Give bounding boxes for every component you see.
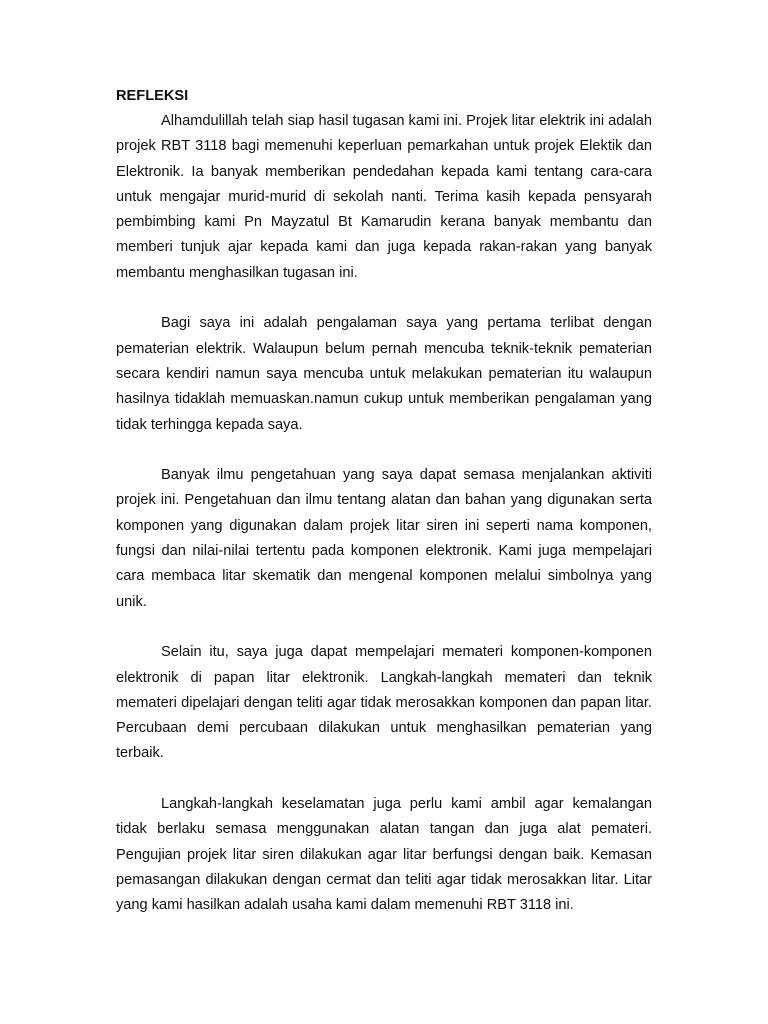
document-body (116, 84, 652, 944)
paragraph-3: Banyak ilmu pengetahuan yang saya dapat semasa menjalankan aktiviti projek ini. Pengetahuan dan ilmu tentang alatan dan bahan yang digunakan serta komponen yang digunakan dalam projek litar siren ini seperti nama komponen, fungsi dan nilai-nilai tertentu pada komponen elektronik. Kami juga mempelajari cara membaca litar skematik dan mengenal komponen melalui simbolnya yang unik. (116, 467, 652, 610)
paragraph-5: Langkah-langkah keselamatan juga perlu kami ambil agar kemalangan tidak berlaku semasa menggunakan alatan tangan dan juga alat pemateri. Pengujian projek litar siren dilakukan agar litar berfungsi dengan baik. Kemasan pemasangan dilakukan dengan cermat dan teliti agar tidak merosakkan litar. Litar yang kami hasilkan adalah usaha kami dalam memenuhi RBT 3118 ini. (116, 796, 652, 914)
paragraph-1: Alhamdulillah telah siap hasil tugasan kami ini. Projek litar elektrik ini adalah projek RBT 3118 bagi memenuhi keperluan pemarkahan untuk projek Elektik dan Elektronik. Ia banyak memberikan pendedahan kepada kami tentang cara-cara untuk mengajar murid-murid di sekolah nanti. Terima kasih kepada pensyarah pembimbing kami Pn Mayzatul Bt Kamarudin kerana banyak membantu dan memberi tunjuk ajar kepada kami dan juga kepada rakan-rakan yang banyak membantu menghasilkan tugasan ini. (116, 113, 652, 281)
paragraph-4: Selain itu, saya juga dapat mempelajari memateri komponen-komponen elektronik di papan litar elektronik. Langkah-langkah memateri dan teknik memateri dipelajari dengan teliti agar tidak merosakkan komponen dan papan litar. Percubaan demi percubaan dilakukan untuk menghasilkan pematerian yang terbaik. (116, 644, 652, 762)
document-title: REFLEKSI (116, 88, 189, 104)
paragraph-2: Bagi saya ini adalah pengalaman saya yang pertama terlibat dengan pematerian elektrik. Walaupun belum pernah mencuba teknik-teknik pematerian secara kendiri namun saya mencuba untuk melakukan pematerian itu walaupun hasilnya tidaklah memuaskan.namun cukup untuk memberikan pengalaman yang tidak terhingga kepada saya. (116, 315, 652, 433)
